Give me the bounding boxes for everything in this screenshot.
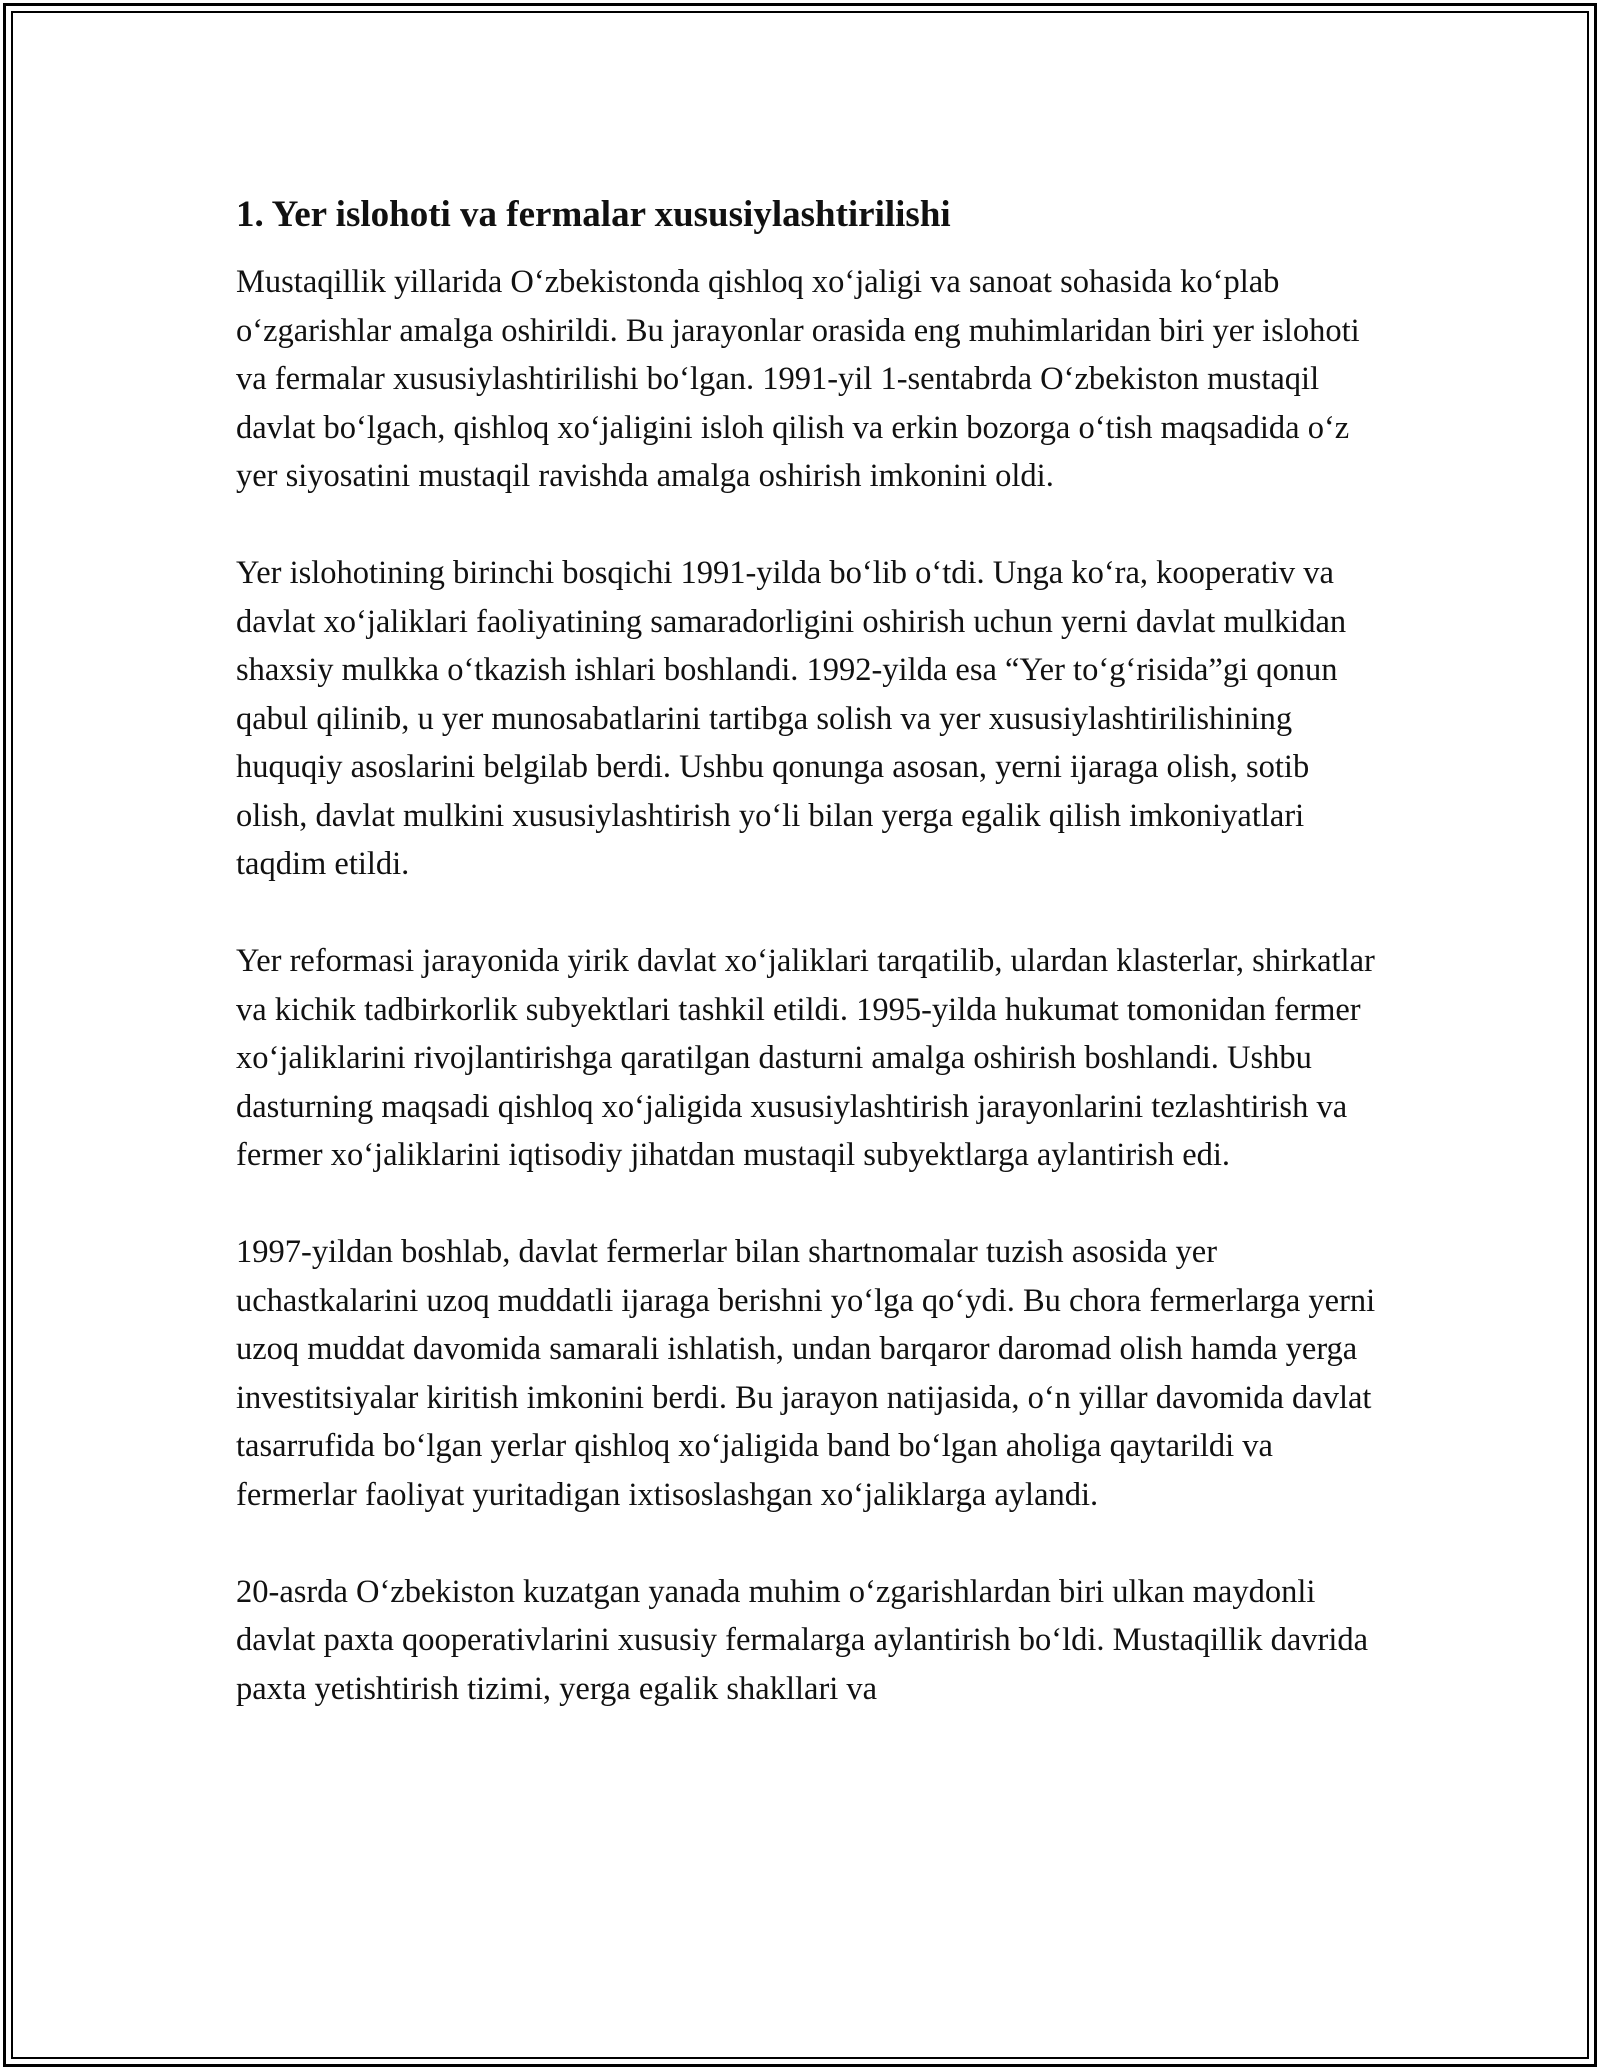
section-heading: 1. Yer islohoti va fermalar xususiylashtirilishi — [236, 194, 951, 235]
paragraph-3: Yer reformasi jarayonida yirik davlat xo‘jaliklari tarqatilib, ulardan klasterlar, shirkatlar va kichik tadbirkorlik subyektlari tashkil etildi. 1995-yilda hukumat tomonidan fermer xo‘jaliklarini rivojlantirishga qaratilgan dasturni amalga oshirish boshlandi. Ushbu dasturning maqsadi qishloq xo‘jaligida xususiylashtirish jarayonlarini tezlashtirish va fermer xo‘jaliklarini iqtisodiy jihatdan mustaqil subyektlarga aylantirish edi. — [236, 943, 1375, 1173]
paragraph-4: 1997-yildan boshlab, davlat fermerlar bilan shartnomalar tuzish asosida yer uchastkalarini uzoq muddatli ijaraga berishni yo‘lga qo‘ydi. Bu chora fermerlarga yerni uzoq muddat davomida samarali ishlatish, undan barqaror daromad olish hamda yerga investitsiyalar kiritish imkonini berdi. Bu jarayon natijasida, o‘n yillar davomida davlat tasarrufida bo‘lgan yerlar qishloq xo‘jaligida band bo‘lgan aholiga qaytarildi va fermerlar faoliyat yuritadigan ixtisoslashgan xo‘jaliklarga aylandi. — [236, 1234, 1376, 1513]
paragraph-2: Yer islohotining birinchi bosqichi 1991-yilda bo‘lib o‘tdi. Unga ko‘ra, kooperativ va davlat xo‘jaliklari faoliyatining samaradorligini oshirish uchun yerni davlat mulkidan shaxsiy mulkka o‘tkazish ishlari boshlandi. 1992-yilda esa “Yer to‘g‘risida”gi qonun qabul qilinib, u yer munosabatlarini tartibga solish va yer xususiylashtirilishining huquqiy asoslarini belgilab berdi. Ushbu qonunga asosan, yerni ijaraga olish, sotib olish, davlat mulkini xususiylashtirish yo‘li bilan yerga egalik qilish imkoniyatlari taqdim etildi. — [236, 555, 1347, 882]
paragraph-1: Mustaqillik yillarida O‘zbekistonda qishloq xo‘jaligi va sanoat sohasida ko‘plab o‘zgarishlar amalga oshirildi. Bu jarayonlar orasida eng muhimlaridan biri yer islohoti va fermalar xususiylashtirilishi bo‘lgan. 1991-yil 1-sentabrda O‘zbekiston mustaqil davlat bo‘lgach, qishloq xo‘jaligini isloh qilish va erkin bozorga o‘tish maqsadida o‘z yer siyosatini mustaqil ravishda amalga oshirish imkonini oldi. — [236, 264, 1360, 494]
document-body — [236, 190, 1376, 1762]
paragraph-5: 20-asrda O‘zbekiston kuzatgan yanada muhim o‘zgarishlardan biri ulkan maydonli davlat paxta qooperativlarini xususiy fermalarga aylantirish bo‘ldi. Mustaqillik davrida paxta yetishtirish tizimi, yerga egalik shakllari va — [236, 1573, 1369, 1707]
